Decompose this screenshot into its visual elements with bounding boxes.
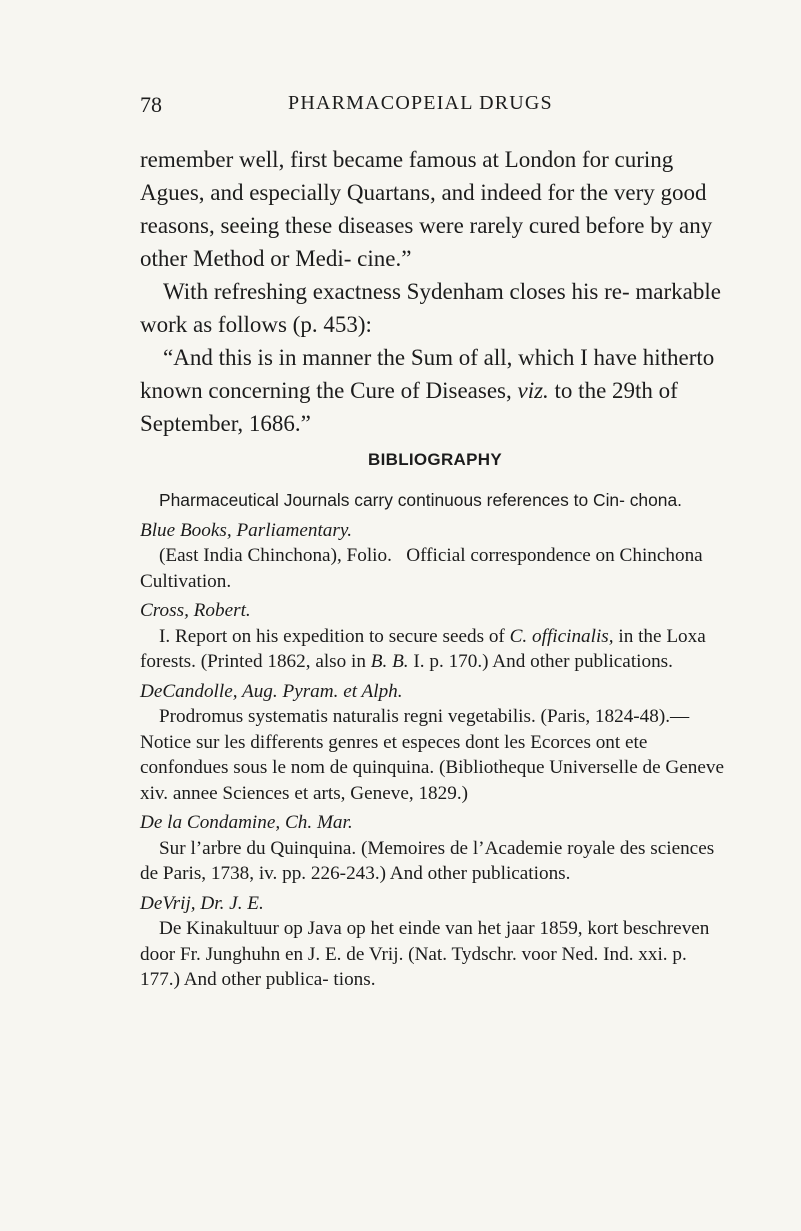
bib-entry-body-condamine: Sur l’arbre du Quinquina. (Memoires de l’Academie royale des sciences de Paris, 1738, iv. pp. 226-243.) And other publications. bbox=[140, 837, 715, 884]
cross-text-c: I. p. 170.) And other publications. bbox=[408, 651, 673, 672]
bib-entry-body-devrij: De Kinakultuur op Java op het einde van het jaar 1859, kort beschreven door Fr. Junghuhn en J. E. de Vrij. (Nat. Tydschr. voor Ned. Ind. xxi. p. 177.) And other publica- tions. bbox=[140, 918, 710, 990]
bib-entry-head-devrij: DeVrij, Dr. J. E. bbox=[140, 892, 264, 914]
page-number: 78 bbox=[140, 92, 162, 117]
running-title: PHARMACOPEIAL DRUGS bbox=[288, 92, 553, 114]
cross-italic-species: C. officinalis, bbox=[509, 625, 614, 647]
bibliography-list bbox=[140, 488, 730, 993]
quote-text-a: “And this is in manner the Sum of all, which I have hitherto known concerning the Cure of Diseases, bbox=[140, 345, 715, 403]
bib-entry-head-condamine: De la Condamine, Ch. Mar. bbox=[140, 812, 353, 833]
bib-entry-body-decandolle: Prodromus systematis naturalis regni vegetabilis. (Paris, 1824-48).—Notice sur les differents genres et especes dont les Ecorces ont ete confondues sous le nom de quinquina. (Bibliotheque Universelle de Geneve xiv. annee Sciences et arts, Geneve, 1829.) bbox=[140, 706, 725, 804]
cross-italic-bb: B. B. bbox=[370, 651, 409, 672]
paragraph-quote-end: remember well, first became famous at London for curing Agues, and especially Quartans, and indeed for the very good reasons, seeing these diseases were rarely cured before by any other Method or Medi- cine.” bbox=[140, 147, 713, 271]
cross-text-a: I. Report on his expedition to secure seeds of bbox=[159, 625, 510, 647]
running-head bbox=[140, 92, 730, 120]
quote-viz: viz. bbox=[517, 378, 549, 403]
quote-text-b: to the 29th of September, 1686.” bbox=[140, 378, 678, 436]
bibliography-intro: Pharmaceutical Journals carry continuous references to Cin- chona. bbox=[159, 490, 682, 510]
bib-entry-body-cross bbox=[140, 624, 730, 675]
bibliography-heading: BIBLIOGRAPHY bbox=[368, 450, 502, 469]
bib-entry-body-blue-books: (East India Chinchona), Folio. Official correspondence on Chinchona Cultivation. bbox=[140, 545, 708, 592]
cross-text-b: in the Loxa forests. (Printed 1862, also in bbox=[140, 625, 706, 672]
bib-entry-head-decandolle: DeCandolle, Aug. Pyram. et Alph. bbox=[140, 680, 403, 702]
bib-entry-head-blue-books: Blue Books, Parliamentary. bbox=[140, 519, 353, 541]
paragraph-final-quote bbox=[140, 341, 730, 440]
paragraph-sydenham: With refreshing exactness Sydenham closes his re- markable work as follows (p. 453): bbox=[140, 279, 721, 337]
bib-entry-head-cross: Cross, Robert. bbox=[140, 600, 251, 621]
body-text bbox=[140, 143, 730, 440]
